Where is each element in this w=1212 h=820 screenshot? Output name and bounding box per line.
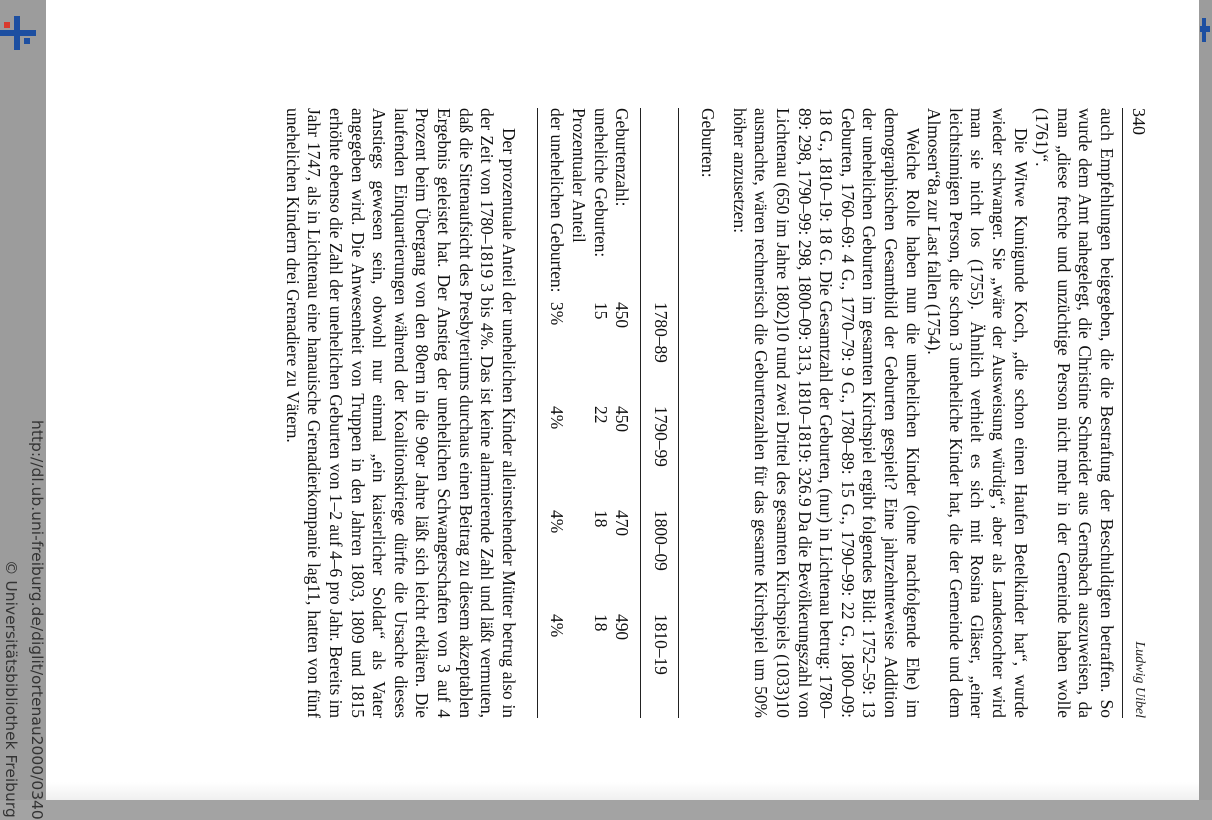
table-cell: 4% xyxy=(537,614,567,718)
page-number: 340 xyxy=(1129,108,1149,135)
viewer-left-margin xyxy=(0,0,46,820)
page-content-rotated xyxy=(46,0,1199,800)
copyright-note: © Universitätsbibliothek Freiburg xyxy=(2,560,20,818)
page-shadow xyxy=(46,782,1199,800)
paragraph: Welche Rolle haben nun die unehelichen Kinder (ohne nachfolgende Ehe) im demographischen Gesamtbild der Geburten gespielt? Eine jahrzehnteweise Addition der unehelichen Geburten im gesamten Kirchspiel ergibt folgendes Bild: 1752–59: 13 Geburten, 1760–69: 4 G., 1770–79: 9 G., 1780–89: 15 G., 1790–99: 22 G., 1800–09: 18 G., 1810–19: 18 G. Die Gesamtzahl der Geburten, (nur) in Lichtenau betrug: 1780–89: 298, 1790–99: 298, 1800–09: 313, 1810–1819: 326.9 Da die Bevölkerungszahl von Lichtenau (650 im Jahre 1802)10 rund zwei Drittel des gesamten Kirchspiels (1033)10 ausmachte, wären rechnerisch die Geburtenzahlen für das gesamte Kirchspiel um 50% höher anzusetzen: xyxy=(729,108,923,718)
row-label: Geburtenzahl: xyxy=(612,108,633,207)
table-row xyxy=(611,108,641,718)
table-cell: 490 xyxy=(612,614,633,641)
paragraph: Die Witwe Kunigunde Koch, „die schon einen Haufen Betelkinder hat“, wurde wieder schwanger. Sie „wäre der Ausweisung würdig“, aber als Landestochter wird man sie nicht los (1755). Ähnlich verhielt es sich mit Rosina Gläser, „einer leichtsinnigen Person, die schon 3 uneheliche Kinder hat, die der Gemeinde und dem Almosen“8a zur Last fallen (1754). xyxy=(924,108,1031,718)
paragraph: Der prozentuale Anteil der unehelichen Kinder alleinstehender Mütter betrug also in der Zeit von 1780–1819 3 bis 4%. Das ist keine alarmierende Zahl und läßt vermuten, daß die Sittenaufsicht des Presbyteriums durchaus einen Beitrag zu diesem akzeptablen Ergebnis geleistet hat. Der Anstieg der unehelichen Schwangerschaften von 3 auf 4 Prozent beim Übergang von den 80ern in die 90er Jahre läßt sich leicht erklären. Die laufenden Einquartierungen während der Koalitionskriege dürfte die Ursache dieses Anstiegs gewesen sein, obwohl nur einmal „ein kaiserlicher Soldat“ als Vater angegeben wird. Die Anwesenheit von Truppen in den Jahren 1803, 1809 und 1815 erhöhte ebenso die Zahl der unehelichen Geburten von 1–2 auf 4–6 pro Jahr. Bereits im Jahr 1747, als in Lichtenau eine hanauische Grenadierkompanie lag11, hatten von fünf unehelichen Kindern drei Grenadiere zu Vätern. xyxy=(282,108,519,718)
library-logo-fragment-icon xyxy=(1200,18,1210,42)
row-label: Prozentualer Anteil xyxy=(568,108,589,243)
row-label: der unehelichen Geburten: xyxy=(537,108,567,302)
body-text xyxy=(281,108,1117,718)
table-cell: 4% xyxy=(537,406,567,510)
paragraph: auch Empfehlungen beigegeben, die die Bestrafung der Beschuldigten betraffen. So wurde dem Amt nahegelegt, die Christine Schneider aus Gernsbach auszuweisen, da man „diese freche und unzüchtige Person nicht mehr in der Gemeinde haben wolle (1761)“. xyxy=(1032,108,1117,718)
births-table xyxy=(537,108,679,718)
library-logo-icon xyxy=(0,16,36,50)
scanned-page xyxy=(46,0,1199,800)
source-url-note: http://dl.ub.uni-freiburg.de/diglit/ortenau2000/0340 xyxy=(28,420,46,820)
column-header: 1800–09 xyxy=(641,510,679,614)
table-cell: 18 xyxy=(590,510,611,528)
table-cell: 18 xyxy=(590,614,611,632)
table-cell-empty xyxy=(567,614,589,718)
table-row xyxy=(589,108,611,718)
column-header: 1810–19 xyxy=(641,614,679,718)
row-label: uneheliche Geburten: xyxy=(590,108,611,258)
viewer-right-margin xyxy=(1199,0,1212,800)
table-cell: 3% xyxy=(537,302,567,406)
table-cell: 470 xyxy=(612,510,633,537)
table-row xyxy=(567,108,589,718)
table-cell-empty xyxy=(567,406,589,510)
table-cell: 15 xyxy=(590,302,611,320)
table-cell: 450 xyxy=(612,302,633,329)
table-cell: 4% xyxy=(537,510,567,614)
page-header xyxy=(1122,108,1149,718)
table-cell: 450 xyxy=(612,406,633,433)
births-label: Geburten: xyxy=(698,108,719,178)
table-cell: 22 xyxy=(590,406,611,424)
column-header: 1790–99 xyxy=(641,406,679,510)
running-head: Ludwig Uibel xyxy=(1132,641,1147,718)
column-header: 1780–89 xyxy=(641,302,679,406)
table-cell-empty xyxy=(567,510,589,614)
table-header-empty xyxy=(641,108,679,302)
table-row xyxy=(537,108,567,718)
table-cell-empty xyxy=(567,302,589,406)
table-header-row xyxy=(641,108,679,718)
